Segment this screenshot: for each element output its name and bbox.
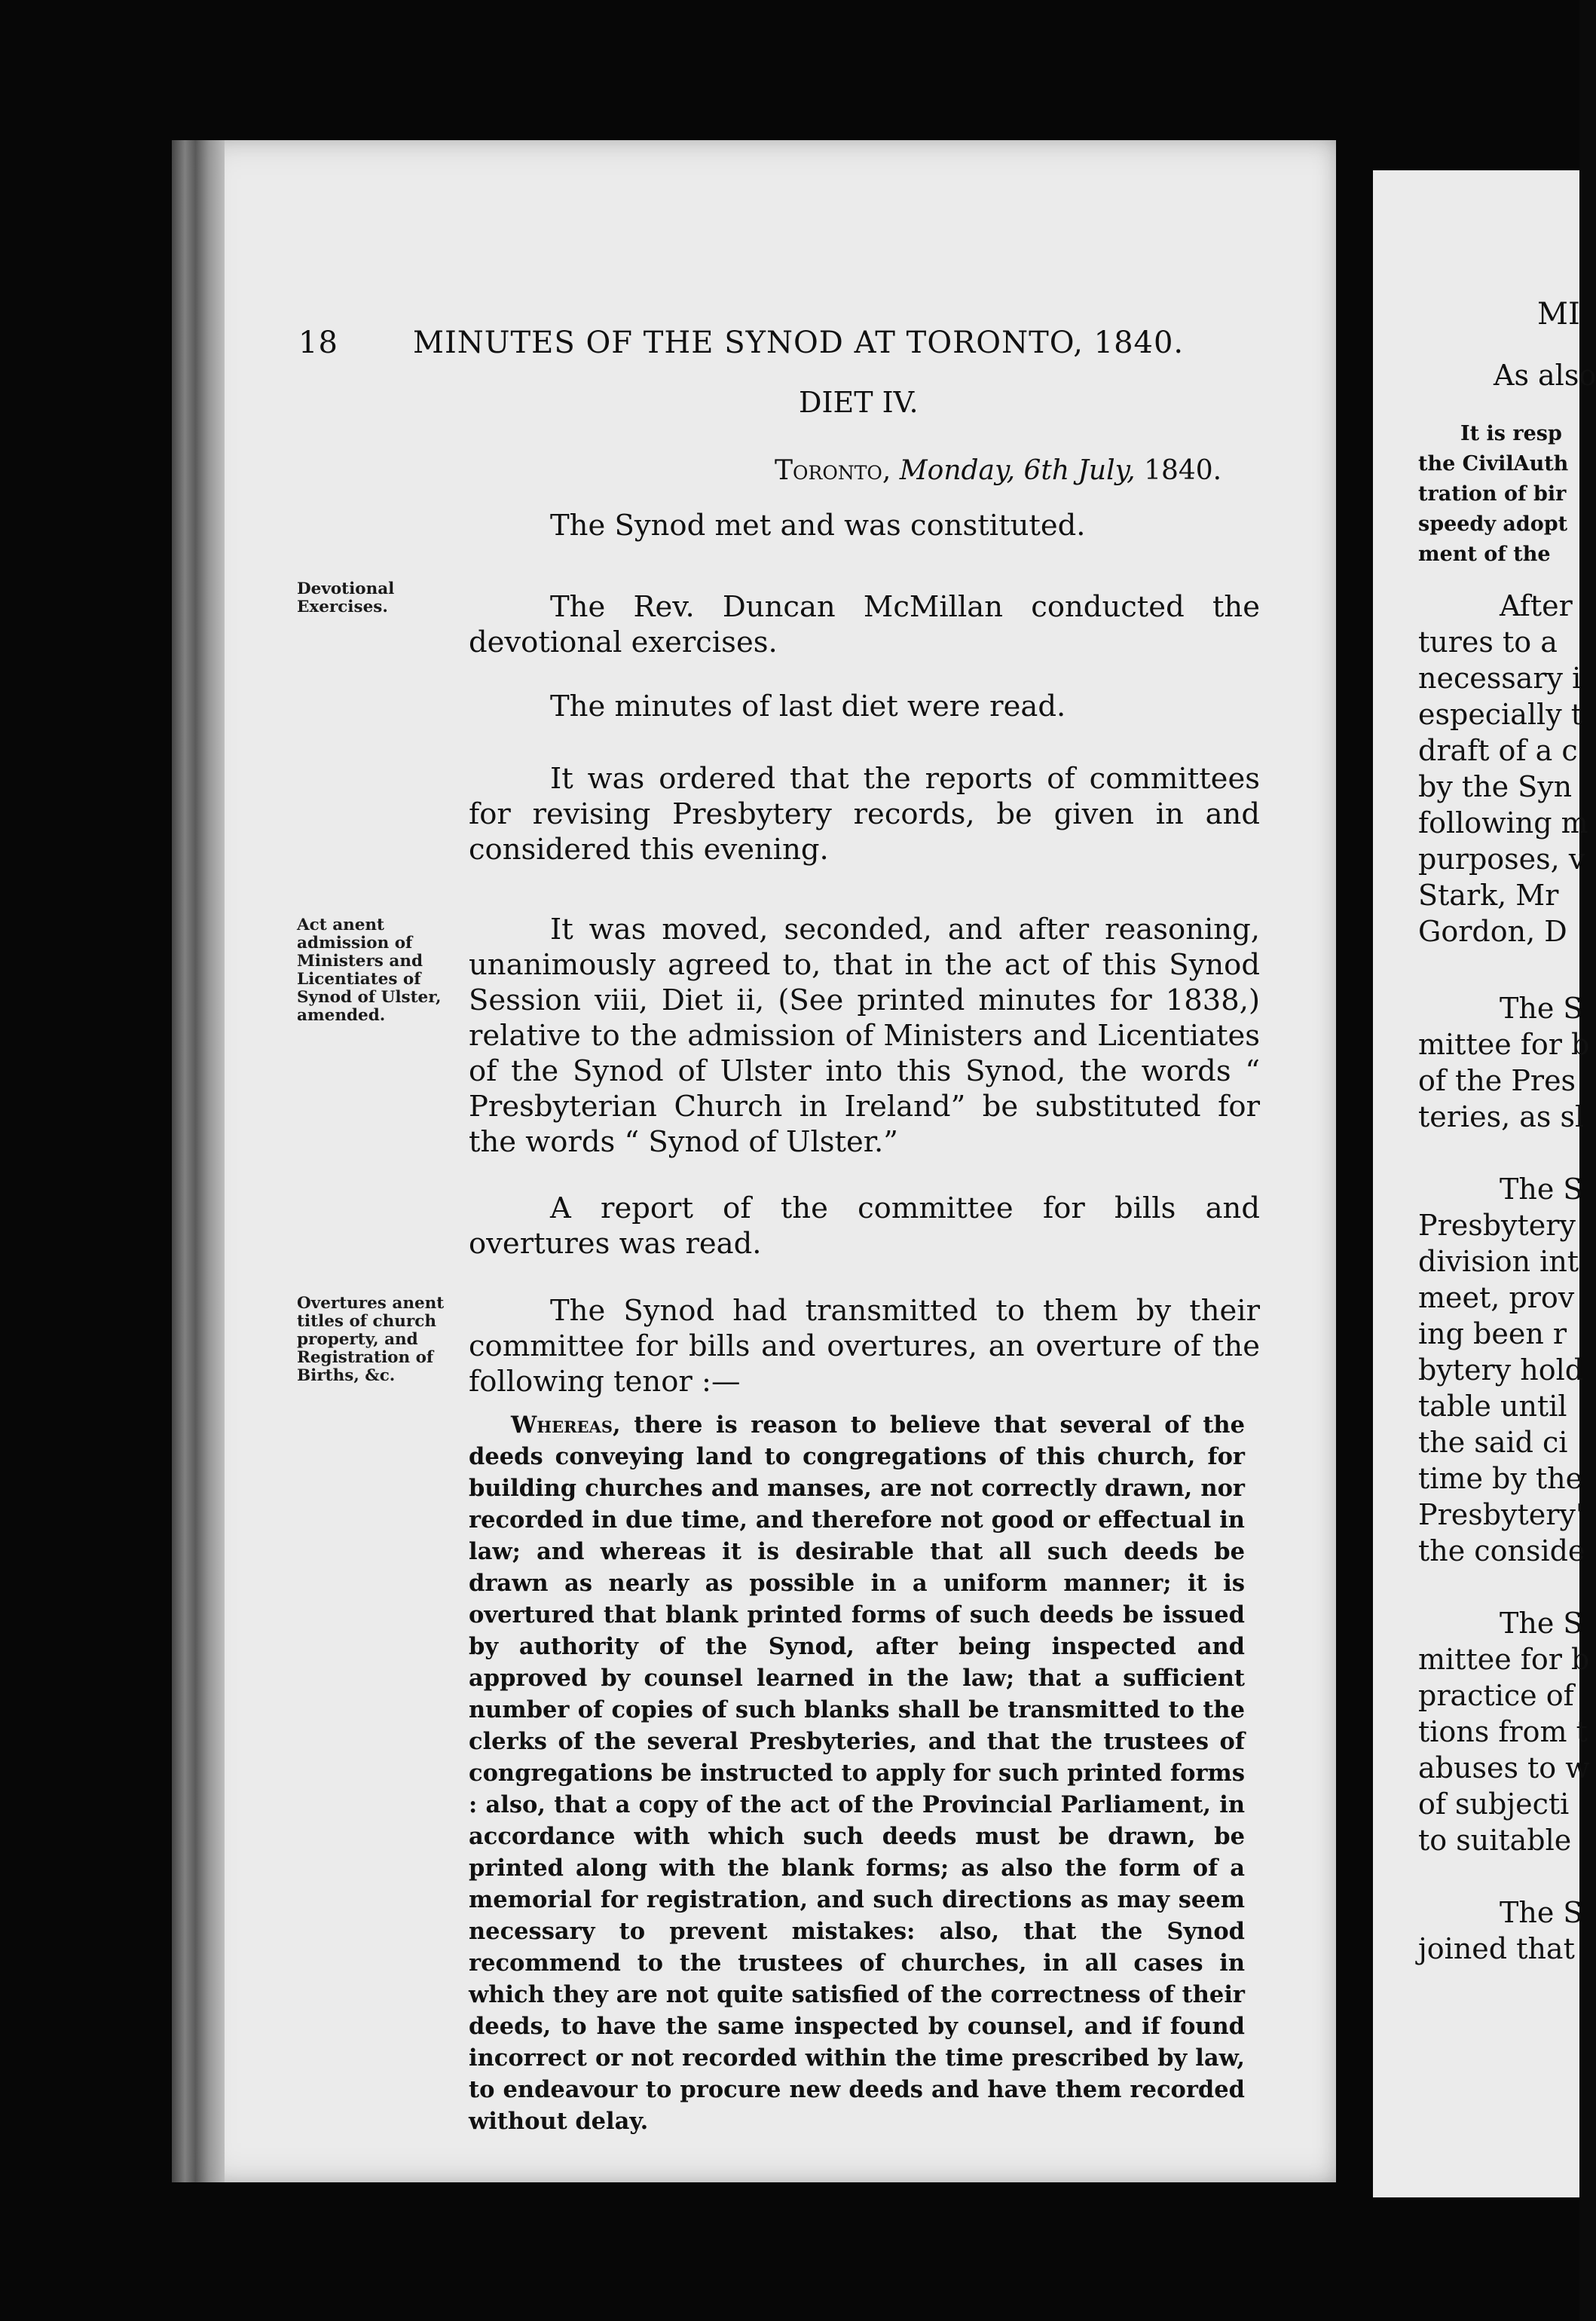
running-head-title: MINUTES OF THE SYNOD AT TORONTO, 1840.: [413, 326, 1185, 360]
dateline-year: 1840.: [1144, 455, 1222, 486]
right-page-line: The S: [1500, 1607, 1583, 1640]
right-page-line: After: [1500, 589, 1573, 622]
right-page-line: draft of a c: [1418, 734, 1578, 767]
right-page-line: Gordon, D: [1418, 915, 1567, 948]
paragraph-minutes-read: The minutes of last diet were read.: [550, 690, 1066, 723]
right-page-line: the conside: [1418, 1534, 1585, 1567]
right-page-line: tions from t: [1418, 1715, 1588, 1748]
right-page-line: necessary i: [1418, 662, 1582, 695]
margin-note-devotional: Devotional Exercises.: [297, 579, 395, 616]
right-page-line: speedy adopt: [1418, 512, 1568, 536]
right-page-line: the said ci: [1418, 1426, 1568, 1459]
right-page-line: meet, prov: [1418, 1281, 1575, 1314]
dateline: [775, 455, 1221, 486]
right-page-line: The S: [1500, 992, 1583, 1025]
right-page-line: bytery hold: [1418, 1353, 1584, 1387]
left-page-gutter-edge: [172, 140, 225, 2182]
diet-heading: DIET IV.: [799, 386, 919, 419]
right-page-line: division int: [1418, 1245, 1579, 1278]
right-page-line: joined that: [1418, 1932, 1575, 1965]
right-page-line: As also: [1494, 359, 1596, 392]
right-page-line: Presbytery': [1418, 1498, 1584, 1531]
right-page-line: of subjecti: [1418, 1787, 1570, 1821]
right-page-line: especially t: [1418, 698, 1583, 731]
page-number: 18: [298, 326, 338, 360]
margin-note-overtures: Overtures anent titles of church property, and Registration of Births, &c.: [297, 1294, 445, 1385]
dateline-day: Monday,: [899, 455, 1016, 486]
right-page-line: mittee for b: [1418, 1028, 1590, 1061]
right-page-line: the CivilAuth: [1418, 452, 1569, 476]
paragraph-reports-ordered: It was ordered that the reports of committees for revising Presbytery records, be given in and considered this evening.: [469, 762, 1260, 867]
right-page-line: of the Pres: [1418, 1064, 1576, 1097]
paragraph-report-bills: A report of the committee for bills and overtures was read.: [469, 1191, 1260, 1261]
right-page-line: Presbytery: [1418, 1209, 1576, 1242]
margin-note-act-anent: Act anent admission of Ministers and Licentiates of Synod of Ulster, amended.: [297, 916, 442, 1025]
right-page-line: following m: [1418, 806, 1588, 839]
right-page-line: ment of the: [1418, 543, 1551, 566]
right-page-line: tures to a: [1418, 625, 1558, 659]
overture-body: there is reason to believe that several of the deeds conveying land to congregations of this church, for building churches and manses, are not correctly drawn, nor recorded in due time, and therefore not good or effectual in law; and whereas it is desirable that all such deeds be drawn as nearly as possible in a uniform manner; it is overtured that blank printed forms of such deeds be issued by authority of the Synod, after being inspected and approved by counsel learned in the law; that a sufficient number of copies of such blanks shall be transmitted to the clerks of the several Presbyteries, and that the trustees of congregations be instructed to apply for such printed forms : also, that a copy of the act of the Provincial Parliament, in accordance with which such deeds must be drawn, be printed along with the blank forms; as also the form of a memorial for registration, and such directions as may seem necessary to prevent mistakes: also, that the Synod recommend to the trustees of churches, in all cases in which they are not quite satisfied of the correctness of their deeds, to have the same inspected by counsel, and if found incorrect or not recorded within the time prescribed by law, to endeavour to procure new deeds and have them recorded without delay.: [469, 1411, 1245, 2135]
right-page-line: tration of bir: [1418, 482, 1567, 506]
right-page-line: The S: [1500, 1173, 1583, 1206]
dateline-city: Toronto,: [775, 455, 891, 486]
right-page-line: by the Syn: [1418, 770, 1573, 803]
right-page-line: practice of: [1418, 1679, 1574, 1712]
right-page-line: ing been r: [1418, 1317, 1567, 1350]
right-page-line: It is resp: [1460, 422, 1562, 445]
right-page-line: The S: [1500, 1896, 1583, 1929]
paragraph-synod-met: The Synod met and was constituted.: [550, 509, 1086, 543]
paragraph-overture-intro: The Synod had transmitted to them by their committee for bills and overtures, an overture of the following tenor :—: [469, 1294, 1260, 1399]
right-page-line: table until: [1418, 1390, 1567, 1423]
paragraph-devotional: The Rev. Duncan McMillan conducted the devotional exercises.: [469, 590, 1260, 659]
right-page-line: Stark, Mr: [1418, 879, 1559, 912]
overture-lead-word: Whereas,: [511, 1411, 621, 1439]
overture-text: [469, 1409, 1245, 2137]
right-page-line: MI: [1537, 297, 1580, 332]
right-page-line: time by the: [1418, 1462, 1583, 1495]
right-page-line: teries, as sl: [1418, 1100, 1585, 1133]
right-page-line: abuses to w: [1418, 1751, 1590, 1784]
right-page-line: to suitable: [1418, 1824, 1572, 1857]
running-head: [298, 326, 1278, 371]
right-page-partial: [1373, 170, 1596, 2197]
right-page-line: purposes, v: [1418, 842, 1585, 876]
dateline-date: 6th July,: [1023, 455, 1136, 486]
paragraph-act-amended: It was moved, seconded, and after reasoning, unanimously agreed to, that in the act of this Synod Session viii, Diet ii, (See printed minutes for 1838,) relative to the admission of Ministers and Licentiates of the Synod of Ulster into this Synod, the words “ Presbyterian Church in Ireland” be substituted for the words “ Synod of Ulster.”: [469, 913, 1260, 1159]
right-page-line: mittee for b: [1418, 1643, 1590, 1676]
